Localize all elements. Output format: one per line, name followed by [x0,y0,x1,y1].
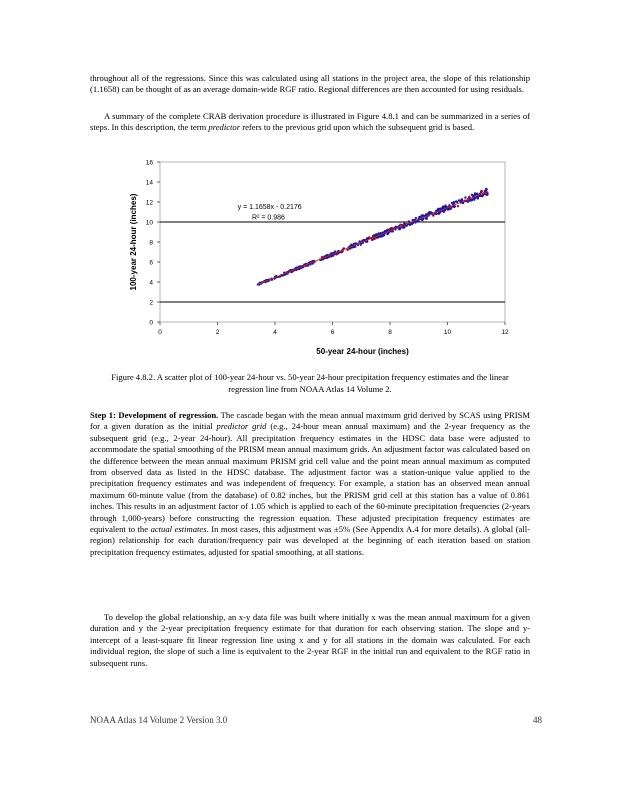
data-point [471,198,473,200]
data-point [464,196,466,198]
data-point [430,211,432,213]
summary-text-a: A summary of the complete CRAB derivation procedure is illustrated in Figure 4.8.1 and can be summarized in a series of steps. In this description, the term [90,111,530,133]
intro-text: throughout all of the regressions. Since this was calculated using all stations in the project area, the slope of this relationship (1.1658) can be thought of as an average domain-wide RGF ratio. Regional differences are then accounted for using residuals. [90,73,530,95]
data-point [425,217,427,219]
y-tick-label: 8 [149,239,153,247]
global-relationship-paragraph: To develop the global relationship, an x-y data file was built where initially x was the mean annual maximum for a given duration and y the 2-year precipitation frequency estimate for that duration for each observing station. The slope and y-intercept of a least-square fit linear regression line using x and y for all stations in the domain was calculated. For each individual region, the slope of such a line is equivalent to the 2-year RGF in the initial run and equivalent to the RGF ratio in subsequent runs. [90,612,530,668]
data-point [358,240,360,242]
y-axis-label: 100-year 24-hour (inches) [129,193,138,291]
y-tick-label: 10 [145,219,153,227]
data-point [485,188,487,190]
x-tick-label: 10 [443,329,452,336]
y-tick-label: 0 [149,319,153,327]
y-tick-label: 16 [145,159,153,167]
data-point [398,228,400,230]
regression-equation: y = 1.1658x - 0.2176 [237,204,302,211]
data-point [442,205,444,207]
y-tick-label: 2 [149,299,153,307]
data-point [457,205,459,207]
y-tick-label: 12 [145,199,153,207]
x-axis-label: 50-year 24-hour (inches) [316,347,409,356]
x-tick-label: 12 [501,329,509,336]
data-point [486,192,488,194]
data-point [435,213,437,215]
step1-text-a: The cascade began with the mean annual maximum grid derived by SCAS using PRISM for a given duration as the initial [90,410,530,432]
y-tick-label: 14 [145,179,153,187]
data-point [353,243,355,245]
predictor-grid-term: predictor grid [216,421,267,432]
data-point [391,227,393,229]
x-tick-label: 2 [215,329,220,336]
data-point [461,198,463,200]
plot-area [160,162,505,322]
data-point [480,195,482,197]
data-point [449,208,451,210]
y-tick-label: 6 [149,259,153,267]
step1-heading: Step 1: Development of regression. [90,410,219,420]
page-footer [90,715,542,725]
data-point [454,205,456,207]
data-point [377,232,379,234]
data-point [409,224,411,226]
footer-title: NOAA Atlas 14 Volume 2 Version 3.0 [90,715,228,725]
summary-text-b: refers to the previous grid upon which the subsequent grid is based. [240,122,475,133]
actual-estimates-term: actual estimates [150,524,207,535]
x-tick-label: 0 [158,329,162,336]
data-point [475,193,477,195]
data-point [359,244,361,246]
data-point [414,221,416,223]
scatter-chart [120,150,520,356]
data-point [468,196,470,198]
step1-text-c: . In most cases, this adjustment was ±5% (See Appendix A.4 for more details). A global (all-region) relationship for each duration/frequency pair was developed at the beginning of each iteration based on station precipitation frequency estimates, adjusted for spatial smoothing, at all stations. [90,524,530,557]
x-tick-label: 6 [330,329,335,336]
data-point [408,220,410,222]
data-point [481,190,483,192]
figure-caption: Figure 4.8.2. A scatter plot of 100-year 24-hour vs. 50-year 24-hour precipitation frequency estimates and the linear regression line from NOAA Atlas 14 Volume 2. [111,372,509,394]
x-tick-label: 8 [388,329,392,336]
step1-text-b: (e.g., 24-hour mean annual maximum) and the 2-year frequency as the subsequent grid (e.g., 2-year 24-hour). All precipitation frequency estimates in the HDSC data base were adjusted to accommodate the spatial smoothing of the PRISM mean annual maximum grids. An adjustment factor was calculated based on the difference between the mean annual maximum PRISM grid cell value and the point mean annual maximum as computed from observed data as listed in the HDSC database. The adjustment factor was a station-unique value applied to the precipitation frequency estimates and was independent of frequency. For example, a station has an observed mean annual maximum 60-minute value (from the database) of 0.82 inches, but the PRISM grid cell at this station has a value of 0.861 inches. This results in an adjustment factor of 1.05 which is applied to each of the 60-minute precipitation frequencies (2-years through 1,000-years) before constructing the regression equation. These adjusted precipitation frequency estimates are equivalent to the [90,421,531,535]
data-point [415,217,417,219]
data-point [456,201,458,203]
data-point [346,249,348,251]
intro-paragraph [90,73,530,96]
data-point [403,226,405,228]
summary-paragraph [90,111,530,134]
page-number: 48 [533,715,542,725]
data-point [379,235,381,237]
predictor-term: predictor [208,122,241,133]
data-point [443,210,445,212]
r-squared-label: R² = 0.986 [252,214,285,222]
step1-paragraph [90,410,530,558]
data-point [395,226,397,228]
y-tick-label: 4 [149,279,153,287]
x-tick-label: 4 [273,329,277,336]
